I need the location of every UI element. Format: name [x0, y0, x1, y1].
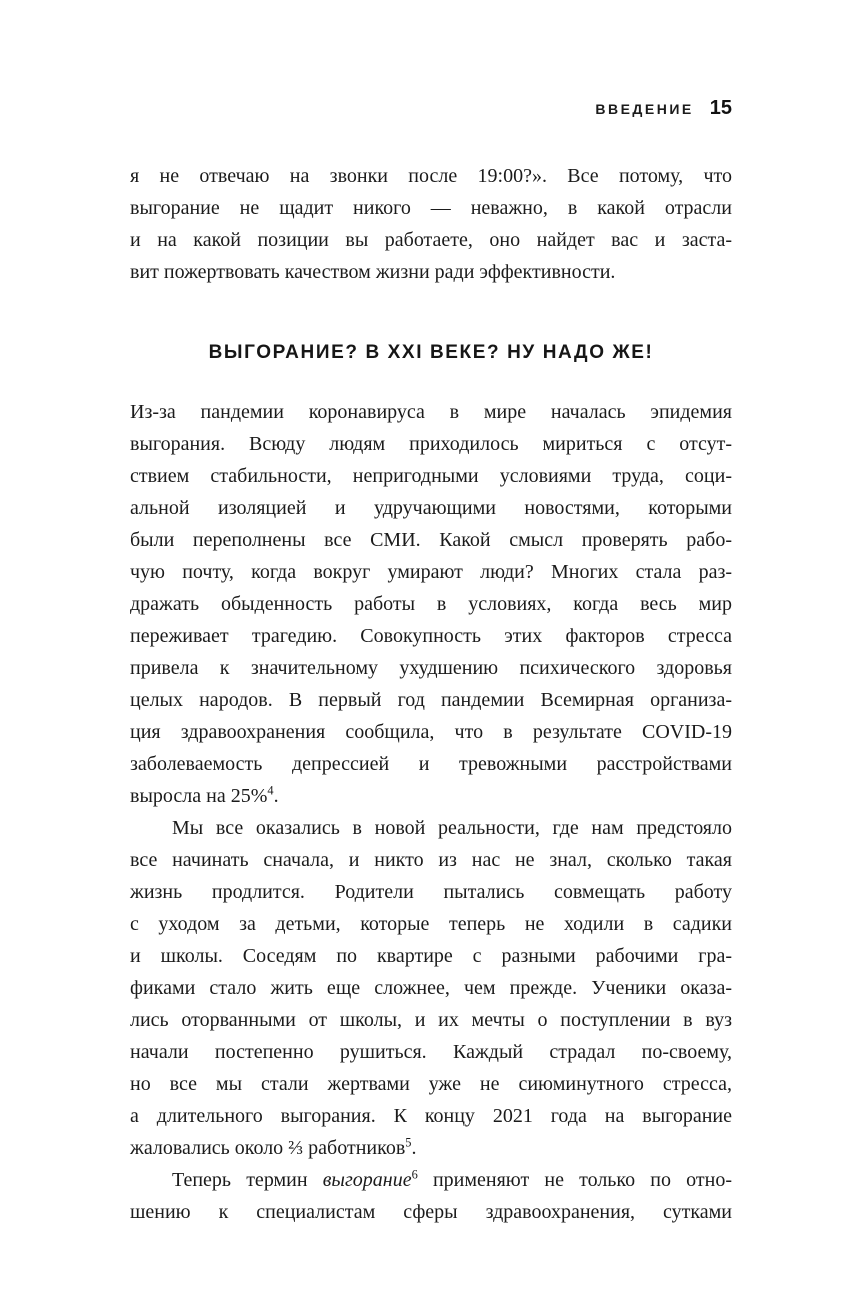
text-line — [130, 780, 732, 812]
text-line: заболеваемость депрессией и тревожными расстройствами — [130, 753, 732, 775]
text-line: дражать обыденность работы в условиях, когда весь мир — [130, 593, 732, 615]
text-line: были переполнены все СМИ. Какой смысл проверять рабо- — [130, 529, 732, 551]
text-line: ствием стабильности, непригодными условиями труда, соци- — [130, 465, 732, 487]
text-segment: жаловались около ⅔ работников — [130, 1137, 406, 1159]
text-line: шению к специалистам сферы здравоохранения, сутками — [130, 1201, 732, 1223]
text-line: чую почту, когда вокруг умирают люди? Многих стала раз- — [130, 561, 732, 583]
text-line: вит пожертвовать качеством жизни ради эффективности. — [130, 261, 616, 283]
footnote-marker: 4 — [267, 783, 274, 798]
text-line: фиками стало жить еще сложнее, чем прежде. Ученики оказа- — [130, 977, 732, 999]
text-line: выгорание не щадит никого — неважно, в какой отрасли — [130, 197, 732, 219]
page-number: 15 — [709, 97, 732, 119]
text-line: а длительного выгорания. К концу 2021 года на выгорание — [130, 1105, 732, 1127]
intro-paragraph-slot — [130, 160, 732, 288]
text-line — [130, 1164, 732, 1196]
text-line: все начинать сначала, и никто из нас не знал, сколько такая — [130, 849, 732, 871]
paragraph — [130, 396, 732, 812]
text-line: начали постепенно рушиться. Каждый страдал по-своему, — [130, 1041, 732, 1063]
text-segment: . — [273, 785, 279, 807]
text-segment: Теперь термин — [172, 1169, 323, 1191]
text-line: альной изоляцией и удручающими новостями, которыми — [130, 497, 732, 519]
text-line — [130, 1132, 732, 1164]
text-line: и школы. Соседям по квартире с разными рабочими гра- — [130, 945, 732, 967]
text-line: Мы все оказались в новой реальности, где нам предстояло — [172, 817, 732, 839]
text-line: привела к значительному ухудшению психического здоровья — [130, 657, 732, 679]
paragraph — [130, 812, 732, 1164]
text-line: с уходом за детьми, которые теперь не ходили в садики — [130, 913, 732, 935]
footnote-marker: 5 — [405, 1135, 412, 1150]
paragraph — [130, 160, 732, 288]
text-block — [130, 160, 732, 1228]
footnote-marker: 6 — [411, 1167, 418, 1182]
text-segment: выросла на 25% — [130, 785, 268, 807]
body-paragraphs-slot — [130, 396, 732, 1228]
running-header — [595, 97, 732, 120]
text-line: и на какой позиции вы работаете, оно найдет вас и заста- — [130, 229, 732, 251]
text-line: переживает трагедию. Совокупность этих факторов стресса — [130, 625, 732, 647]
italic-term: выгорание — [322, 1169, 412, 1191]
text-line: жизнь продлится. Родители пытались совмещать работу — [130, 881, 732, 903]
text-line: Из-за пандемии коронавируса в мире началась эпидемия — [130, 401, 732, 423]
text-line: ция здравоохранения сообщила, что в результате COVID-19 — [130, 721, 732, 743]
text-segment: применяют не только по отно- — [417, 1169, 732, 1191]
section-heading: ВЫГОРАНИЕ? В XXI ВЕКЕ? НУ НАДО ЖЕ! — [208, 342, 654, 363]
text-line: целых народов. В первый год пандемии Всемирная организа- — [130, 689, 732, 711]
text-line: но все мы стали жертвами уже не сиюминутного стресса, — [130, 1073, 732, 1095]
paragraph — [130, 1164, 732, 1228]
section-label: ВВЕДЕНИЕ — [595, 101, 694, 117]
text-line: я не отвечаю на звонки после 19:00?». Все потому, что — [130, 165, 732, 187]
text-line: лись оторванными от школы, и их мечты о поступлении в вуз — [130, 1009, 732, 1031]
text-line: выгорания. Всюду людям приходилось мириться с отсут- — [130, 433, 732, 455]
text-segment: . — [411, 1137, 417, 1159]
